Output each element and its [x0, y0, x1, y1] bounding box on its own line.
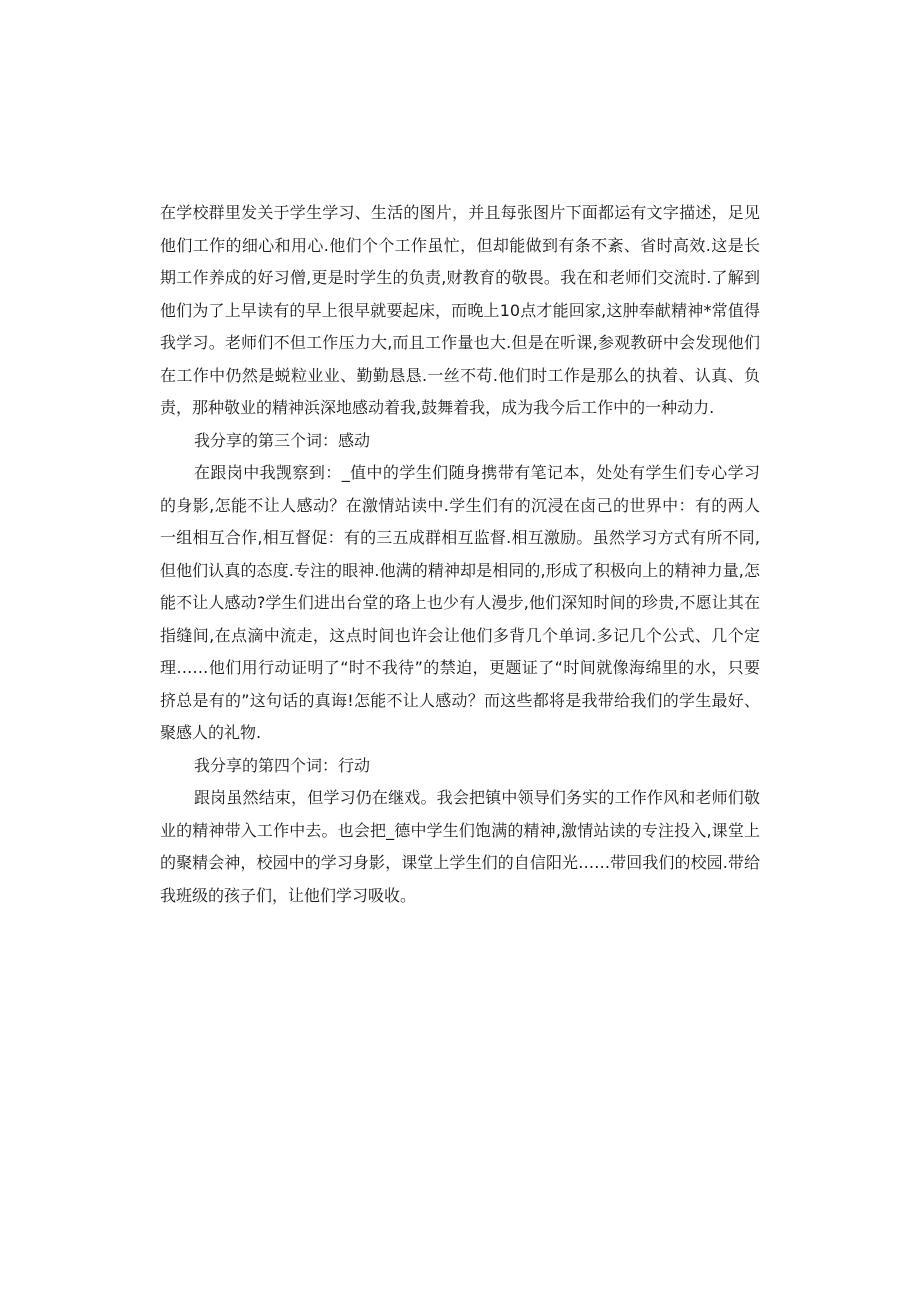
paragraph-action: 跟岗虽然结束，但学习仍在继戏。我会把镇中领导们务实的工作作风和老师们敬业的精神带入工作中去。也会把_德中学生们饱满的精神,激情站读的专注投入,课堂上的聚精会神，校园中的学习身影，课堂上学生们的自信阳光……带回我们的校园.带给我班级的孩子们，让他们学习吸收。: [160, 788, 760, 905]
heading-fourth-word: 我分享的第四个词：行动: [194, 755, 371, 775]
document-body: [160, 197, 760, 912]
paragraph-teachers-dedication: 在学校群里发关于学生学习、生活的图片，并且每张图片下面都运有文字描述，足见他们工作的细心和用心.他们个个工作虽忙，但却能做到有条不紊、省时高效.这是长期工作养成的好习僧,更是时学生的负责,财教育的敬畏。我在和老师们交流时.了解到他们为了上早读有的早上很早就要起床，而晚上10点才能回家,这肿奉献精神*常值得我学习。老师们不但工作压力大,而且工作量也大.但是在听课,参观教研中会发现他们在工作中仍然是蜕粒业业、勤勤恳恳.一丝不苟.他们时工作是那么的执着、认真、负责，那种敬业的精神浜深地感动着我,鼓舞着我，成为我今后工作中的一种动力.: [160, 203, 760, 417]
heading-third-word: 我分享的第三个词：感动: [194, 430, 371, 450]
paragraph-touched: 在跟岗中我觊察到：_值中的学生们随身携带有笔记本，处处有学生们专心学习的身影,怎能不让人感动？在激情站读中.学生们有的沉浸在卤己的世界中：有的两人一组相互合作,相互督促：有的三五成群相互监督.相互激励。虽然学习方式有所不同,但他们认真的态度.专注的眼神.他满的精神却是相同的,形成了积极向上的精神力量,怎能不让人感动?学生们进出台堂的珞上也少有人漫步,他们深知时间的珍贵,不愿让其在指缝间,在点滴中流走，这点时间也许会让他们多背几个单词.多记几个公式、几个定理……他们用行动证明了“时不我待”的禁迫，更题证了“时间就像海绵里的水，只要挤总是有的”这句话的真诲!怎能不让人感动？而这些都将是我带给我们的学生最好、聚感人的礼物.: [160, 463, 760, 742]
